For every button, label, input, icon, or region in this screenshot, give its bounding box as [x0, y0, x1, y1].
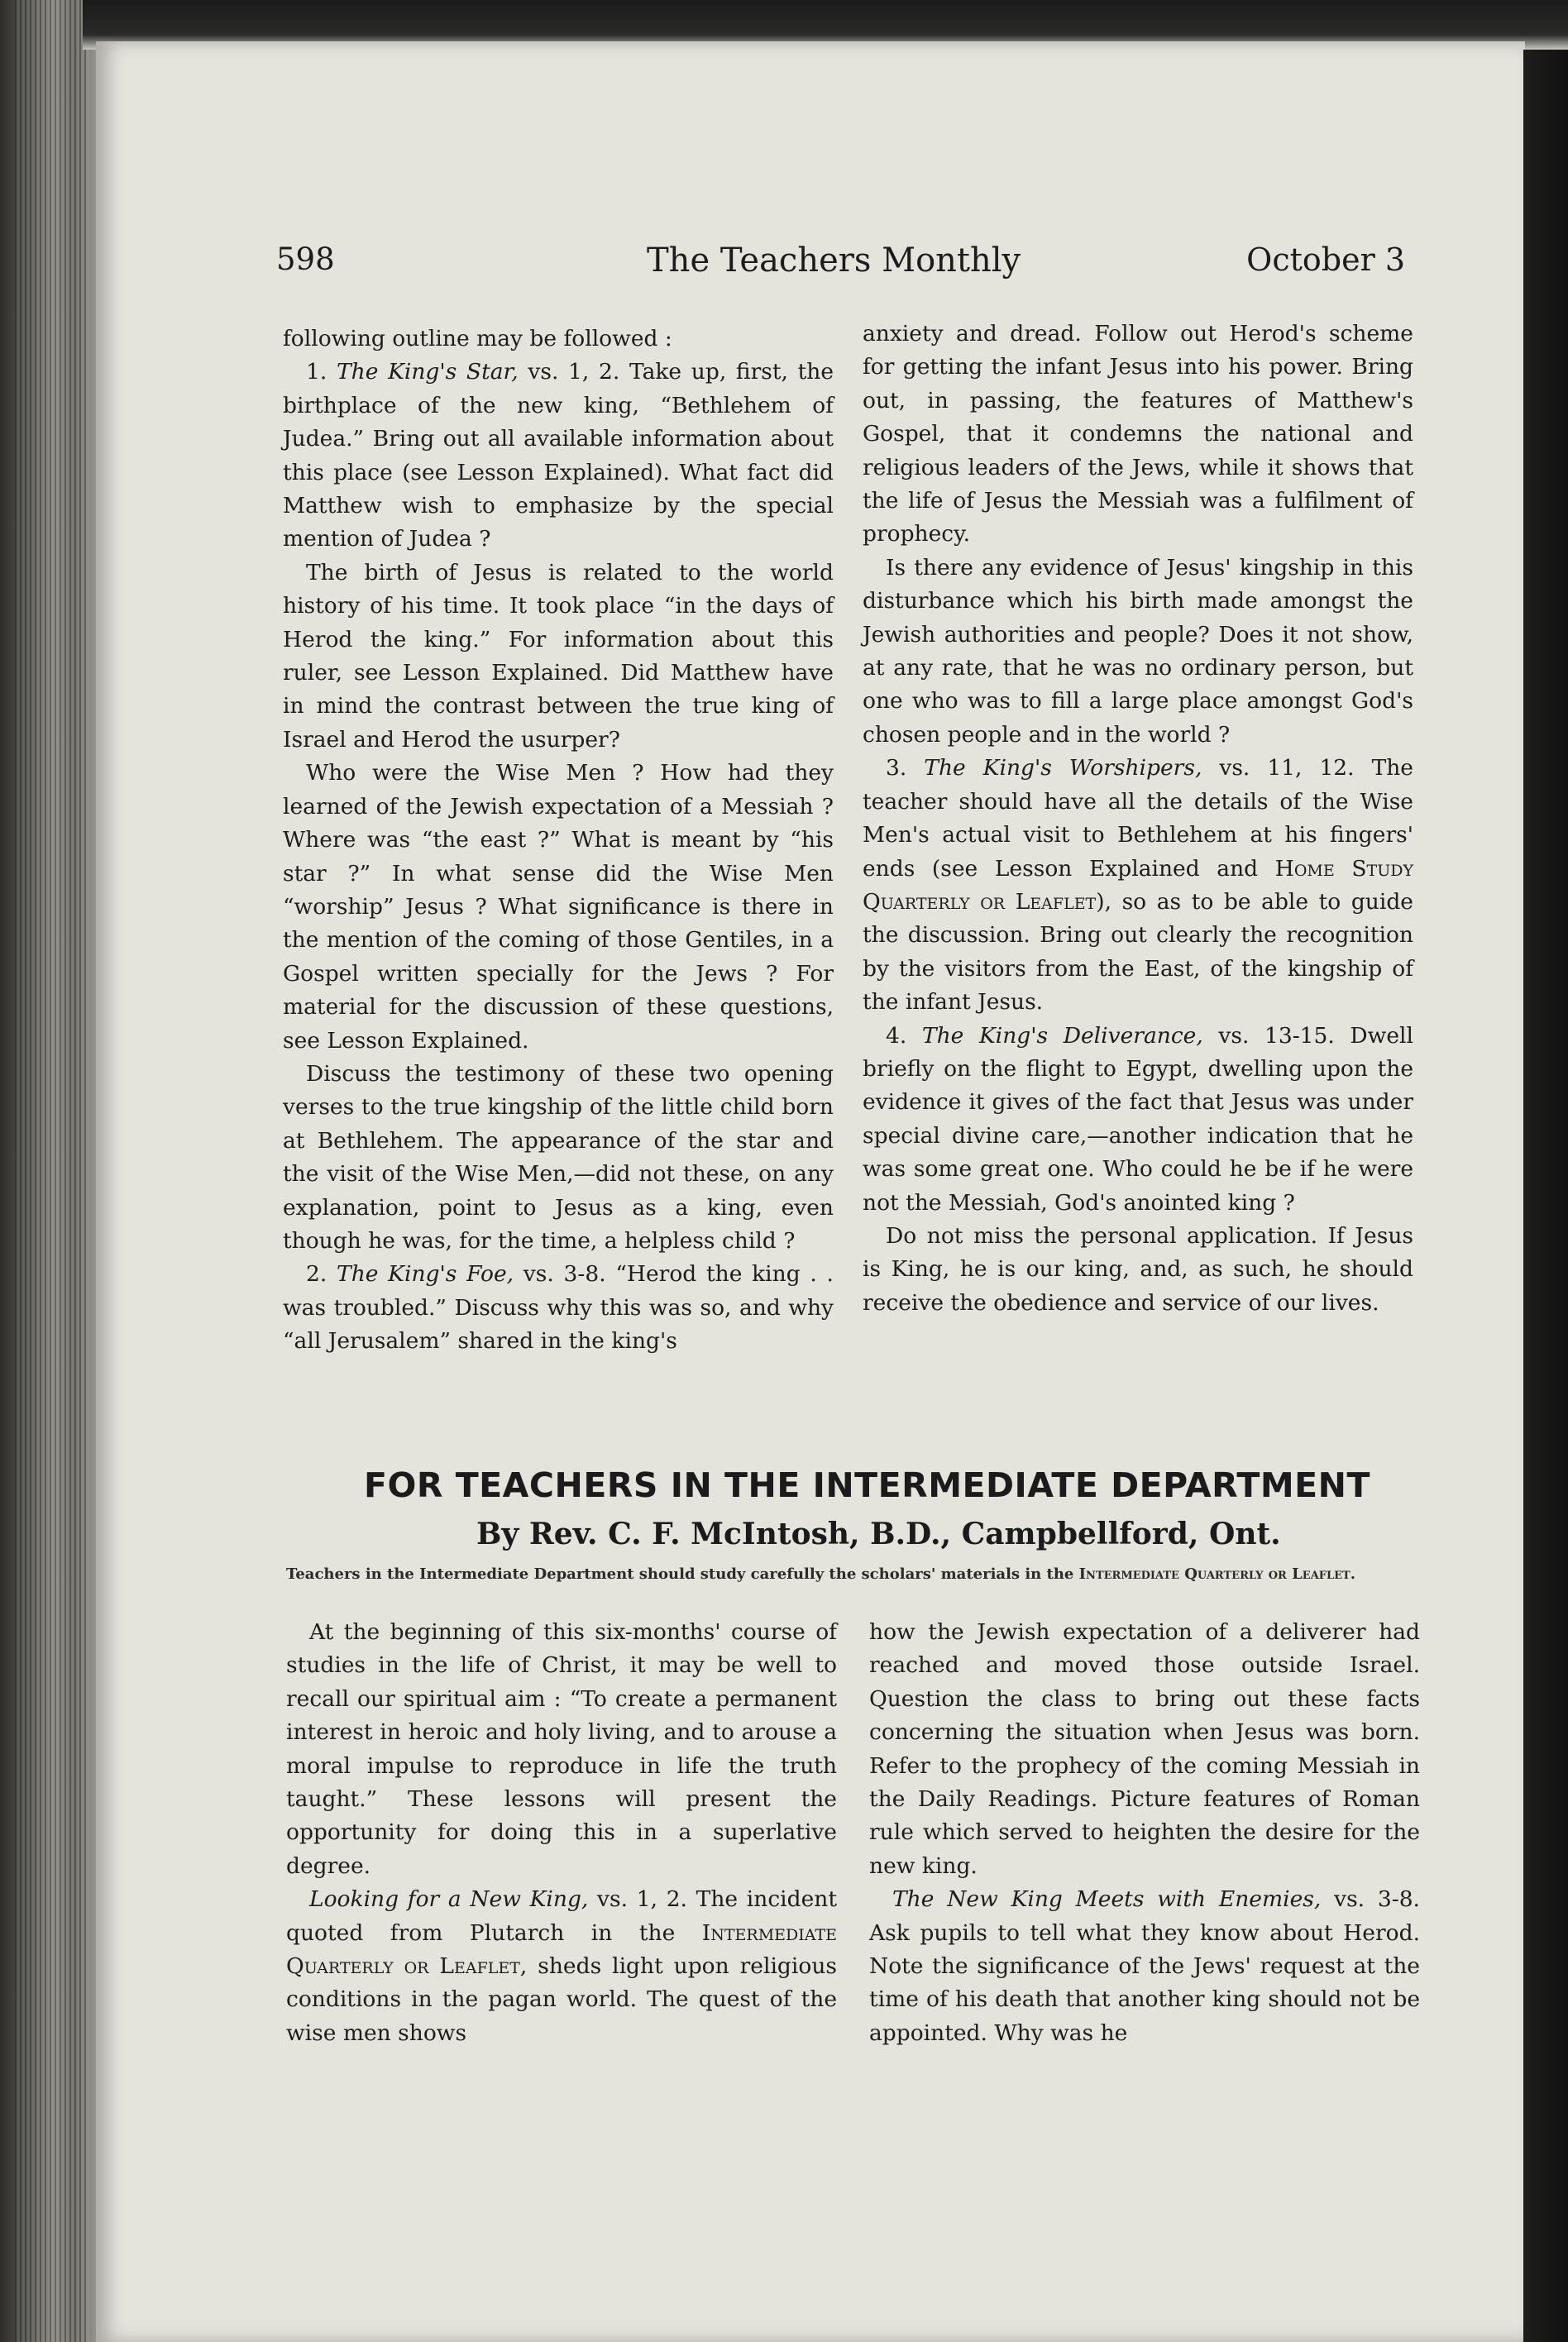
- section-heading: FOR TEACHERS IN THE INTERMEDIATE DEPARTMENT: [364, 1465, 1370, 1505]
- scan-right-edge: [1523, 50, 1568, 2342]
- paragraph-text: following outline may be followed :: [283, 326, 672, 351]
- spine-page-edges: [15, 0, 89, 2342]
- issue-date: October 3: [1246, 241, 1405, 278]
- paragraph-lead: The King's Star,: [336, 359, 519, 385]
- section-note-publication: Intermediate Quarterly or Leaflet.: [1078, 1565, 1355, 1583]
- section-note-text: Teachers in the Intermediate Department should study carefully the scholars' materials in the: [286, 1565, 1079, 1583]
- text-column-4: [869, 1616, 1420, 2050]
- paragraph-number: 2.: [306, 1261, 337, 1288]
- paragraph-lead: The King's Worshipers,: [924, 755, 1202, 781]
- page-number: 598: [276, 241, 335, 277]
- text-column-3: [286, 1616, 837, 2050]
- journal-title: The Teachers Monthly: [647, 241, 1021, 280]
- paragraph-text: how the Jewish expectation of a deliverer had reached and moved those outside Israel. Question the class to bring out these facts concerning the situation when Jesus was born. Refer to the prophecy of the coming Messiah in the Daily Readings. Picture features of Roman rule which served to heighten the desire for the new king.: [869, 1619, 1420, 1879]
- paragraph: [869, 1883, 1420, 2050]
- publication-name: Home Study Quarterly or Leaflet: [863, 855, 1413, 915]
- paragraph-lead: The King's Deliverance,: [921, 1022, 1203, 1049]
- paragraph-text: Do not miss the personal application. If Jesus is King, he is our king, and, as such, he should receive the obedience and service of our lives.: [863, 1222, 1413, 1316]
- paragraph: [863, 752, 1413, 1019]
- paragraph: [863, 552, 1413, 752]
- paragraph-text: At the beginning of this six-months' course of studies in the life of Christ, it may be well to recall our spiritual aim : “To create a permanent interest in heroic and holy living, and to arouse a moral impulse to reproduce in life the truth taught.” These lessons will present the opportunity for doing this in a superlative degree.: [286, 1619, 837, 1879]
- paragraph-text: vs. 1, 2. The incident quoted from Plutarch in the: [286, 1886, 837, 1946]
- paragraph-lead: The King's Foe,: [337, 1261, 514, 1288]
- paragraph-text: Is there any evidence of Jesus' kingship in this disturbance which his birth made amongst the Jewish authorities and people? Does it not show, at any rate, that he was no ordinary person, but one who was to fill a large place amongst God's chosen people and in the world ?: [863, 554, 1413, 748]
- paragraph-lead: The New King Meets with Enemies,: [892, 1886, 1322, 1913]
- paragraph: [283, 1058, 834, 1258]
- paragraph-lead: Looking for a New King,: [309, 1886, 589, 1913]
- paragraph: [283, 323, 834, 356]
- paragraph: [283, 356, 834, 556]
- paragraph-number: 4.: [886, 1022, 922, 1049]
- paragraph-text: vs. 3-8. “Herod the king . . was troubled.” Discuss why this was so, and why “all Jerusalem” shared in the king's: [283, 1261, 834, 1355]
- paragraph: [283, 557, 834, 757]
- paragraph: [869, 1616, 1420, 1883]
- running-header: [276, 241, 1405, 291]
- paragraph-text: vs. 11, 12. The teacher should have all the details of the Wise Men's actual visit to Bethlehem at his fingers' ends (see Lesson Explained and: [863, 755, 1413, 882]
- paragraph-number: 3.: [886, 755, 925, 781]
- paragraph: [283, 1258, 834, 1358]
- paragraph-text: Discuss the testimony of these two opening verses to the true kingship of the little child born at Bethlehem. The appearance of the star and the visit of the Wise Men,—did not these, on any explanation, point to Jesus as a king, even though he was, for the time, a helpless child ?: [283, 1060, 834, 1254]
- paragraph: [283, 757, 834, 1058]
- publication-name: Intermediate Quarterly or Leaflet: [286, 1919, 837, 1980]
- paragraph-text: The birth of Jesus is related to the world history of his time. It took place “in the days of Herod the king.” For information about this ruler, see Lesson Explained. Did Matthew have in mind the contrast between the true king of Israel and Herod the usurper?: [283, 559, 834, 753]
- paragraph-number: 1.: [306, 359, 337, 385]
- paragraph: [863, 1020, 1413, 1220]
- paragraph-text: vs. 1, 2. Take up, first, the birthplace of the new king, “Bethlehem of Judea.” Bring out all available information about this place (see Lesson Explained). What fact did Matthew wish to emphasize by the special mention of Judea ?: [283, 359, 834, 552]
- paragraph: [286, 1616, 837, 1883]
- section-note: [286, 1565, 1419, 1584]
- paragraph-text: anxiety and dread. Follow out Herod's scheme for getting the infant Jesus into his power. Bring out, in passing, the features of Matthew's Gospel, that it condemns the national and religious leaders of the Jews, while it shows that the life of Jesus the Messiah was a fulfilment of prophecy.: [863, 321, 1413, 547]
- section-byline: By Rev. C. F. McIntosh, B.D., Campbellford, Ont.: [476, 1517, 1281, 1551]
- paragraph-text-cont: ), so as to be able to guide the discussion. Bring out clearly the recognition by the visitors from the East, of the kingship of the infant Jesus.: [863, 888, 1413, 1016]
- book-spine: [0, 0, 99, 2342]
- paragraph-text: vs. 13-15. Dwell briefly on the flight to Egypt, dwelling upon the evidence it gives of the fact that Jesus was under special divine care,—another indication that he was some great one. Who could he be if he were not the Messiah, God's anointed king ?: [863, 1022, 1413, 1216]
- paragraph: [863, 318, 1413, 552]
- text-column-1: [283, 323, 834, 1359]
- paragraph: [863, 1220, 1413, 1320]
- text-column-2: [863, 318, 1413, 1320]
- paragraph-text: Who were the Wise Men ? How had they learned of the Jewish expectation of a Messiah ? Where was “the east ?” What is meant by “his star ?” In what sense did the Wise Men “worship” Jesus ? What significance is there in the mention of the coming of those Gentiles, in a Gospel written specially for the Jews ? For material for the discussion of these questions, see Lesson Explained.: [283, 760, 834, 1054]
- paragraph: [286, 1883, 837, 2050]
- paragraph-text: vs. 3-8. Ask pupils to tell what they know about Herod. Note the significance of the Jews' request at the time of his death that another king should not be appointed. Why was he: [869, 1886, 1420, 2046]
- paragraph-text-cont: , sheds light upon religious conditions in the pagan world. The quest of the wise men shows: [286, 1953, 837, 2046]
